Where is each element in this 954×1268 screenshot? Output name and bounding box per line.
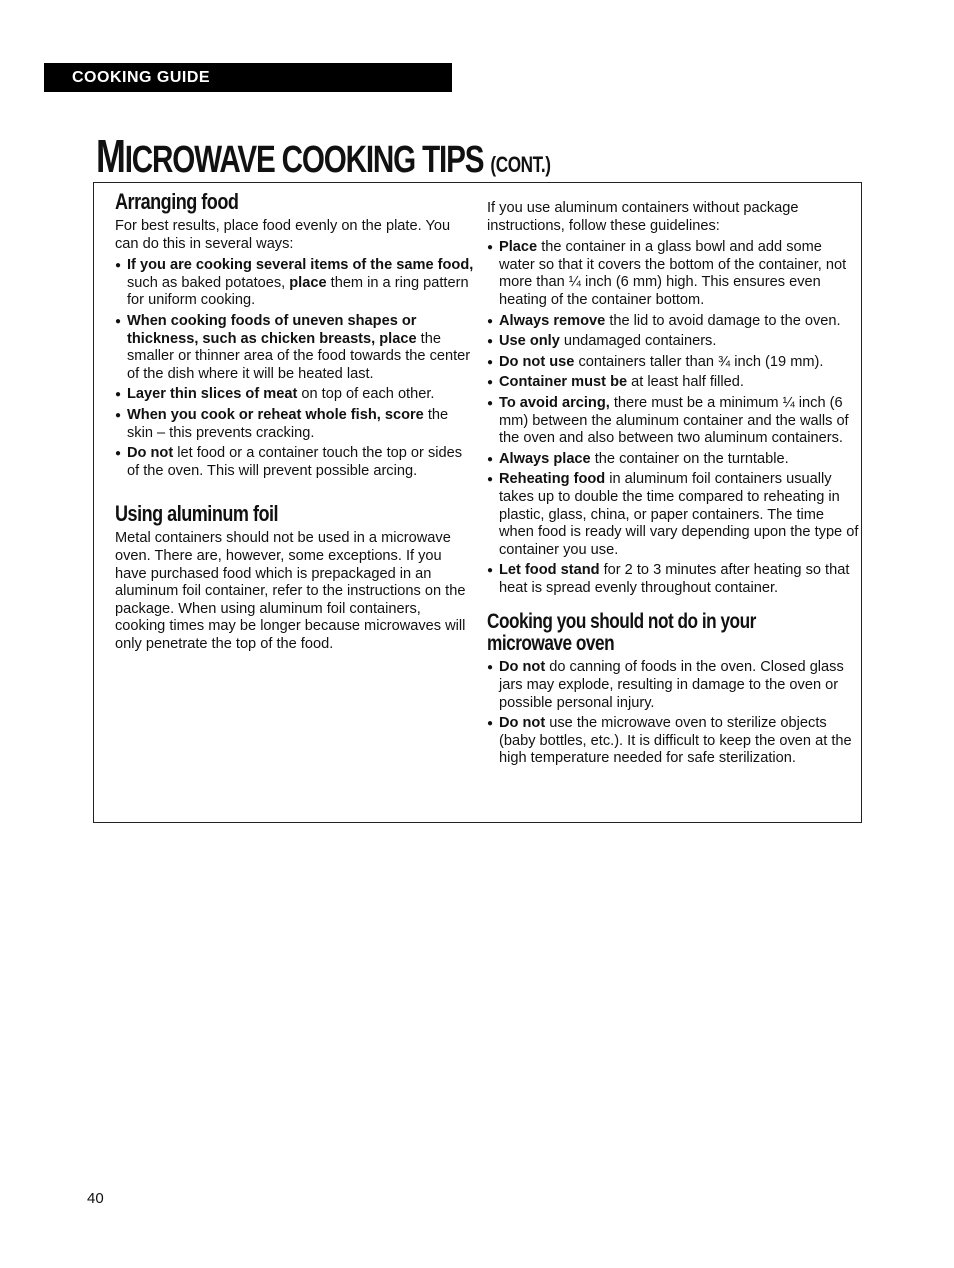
aluminum-foil-heading: Using aluminum foil	[115, 501, 279, 527]
list-item	[115, 313, 475, 383]
bullet-text: the lid to avoid damage to the oven.	[605, 312, 841, 329]
bullet-bold: If you are cooking several items of the same food,	[127, 257, 474, 274]
bullet-bold: Do not use	[499, 353, 575, 370]
page-title	[96, 132, 551, 189]
bullet-text: containers taller than ¾ inch (19 mm).	[574, 353, 824, 370]
bullet-bold: When you cook or reheat whole fish, score	[127, 406, 424, 423]
bullet-bold: Always place	[499, 450, 591, 467]
list-item	[487, 451, 859, 469]
not-do-heading	[487, 611, 792, 655]
title-first-letter: M	[96, 130, 125, 182]
right-column	[487, 200, 859, 771]
bullet-bold: Use only	[499, 333, 560, 350]
bullet-text: let food or a container touch the top or sides of the oven. This will prevent possible arcing.	[127, 445, 463, 479]
bullet-bold: Container must be	[499, 374, 628, 391]
bullet-bold: Always remove	[499, 312, 606, 329]
guidelines-intro: If you use aluminum containers without package instructions, follow these guidelines:	[487, 200, 799, 234]
list-item	[487, 333, 859, 351]
bullet-text: at least half filled.	[627, 374, 744, 391]
bullet-text: the skin – this prevents cracking.	[127, 406, 449, 441]
bullet-text: for 2 to 3 minutes after heating so that heat is spread evenly throughout container.	[499, 562, 850, 596]
guidelines-list	[487, 239, 859, 597]
bullet-text: such as baked potatoes,	[127, 274, 290, 291]
list-item	[487, 313, 859, 331]
not-do-list	[487, 659, 859, 768]
bullet-bold: Do not	[499, 659, 546, 676]
bullet-text: do canning of foods in the oven. Closed glass jars may explode, resulting in damage to the oven or possible personal injury.	[499, 659, 844, 711]
list-item	[487, 239, 859, 309]
list-item	[487, 374, 859, 392]
bullet-text: in aluminum foil containers usually takes up to double the time compared to reheating in plastic, glass, china, or paper containers. The time when food is ready will vary depending upon the type of container you use.	[499, 471, 859, 558]
bullet-bold: Layer thin slices of meat	[127, 386, 298, 403]
page-number: 40	[87, 1190, 104, 1207]
aluminum-foil-body: Metal containers should not be used in a microwave oven. There are, however, some exceptions. If you have purchased food which is prepackaged in an aluminum foil container, refer to the instructions on the package. When using aluminum foil containers, cooking times may be longer because microwaves will only penetrate the top of the food.	[115, 530, 466, 652]
list-item	[487, 715, 859, 768]
bullet-bold: Let food stand	[499, 562, 600, 579]
list-item	[115, 445, 475, 480]
section-banner: COOKING GUIDE	[44, 63, 452, 92]
bullet-text: the smaller or thinner area of the food towards the center of the dish where it will be heated last.	[127, 330, 471, 382]
bullet-text: on top of each other.	[297, 386, 435, 403]
bullet-text: use the microwave oven to sterilize objects (baby bottles, etc.). It is difficult to keep the oven at the high temperature needed for safe sterilization.	[499, 715, 852, 767]
list-item	[487, 395, 859, 448]
list-item	[115, 257, 475, 310]
bullet-text: undamaged containers.	[559, 333, 717, 350]
arranging-food-intro: For best results, place food evenly on the plate. You can do this in several ways:	[115, 218, 451, 252]
list-item	[115, 386, 475, 404]
list-item	[487, 562, 859, 597]
list-item	[487, 659, 859, 712]
bullet-text: there must be a minimum ¼ inch (6 mm) between the aluminum container and the walls of the oven and also between two aluminum containers.	[499, 394, 849, 447]
bullet-text: the container in a glass bowl and add some water so that it covers the bottom of the container, not more than ¼ inch (6 mm) high. This ensures even heating of the container bottom.	[499, 239, 847, 308]
arranging-food-heading: Arranging food	[115, 189, 239, 214]
bullet-bold: Reheating food	[499, 471, 606, 488]
bullet-text: the container on the turntable.	[590, 450, 789, 467]
bullet-text: them in a ring pattern for uniform cooking.	[127, 274, 469, 309]
list-item	[487, 471, 859, 559]
bullet-bold: place	[289, 274, 327, 291]
bullet-bold: Do not	[499, 715, 546, 732]
not-do-heading-line1: Cooking you should not do in your	[487, 610, 756, 634]
title-cont: (CONT.)	[490, 152, 551, 177]
left-column	[115, 190, 475, 653]
title-text: ICROWAVE COOKING TIPS	[124, 139, 491, 181]
not-do-heading-line2: microwave oven	[487, 632, 615, 656]
bullet-bold: Do not	[127, 445, 174, 462]
bullet-bold: When cooking foods of uneven shapes or thickness, such as chicken breasts, place	[127, 312, 417, 347]
bullet-bold: Place	[499, 239, 538, 256]
bullet-bold: To avoid arcing,	[499, 394, 610, 411]
list-item	[115, 407, 475, 442]
list-item	[487, 354, 859, 372]
arranging-food-list	[115, 257, 475, 480]
